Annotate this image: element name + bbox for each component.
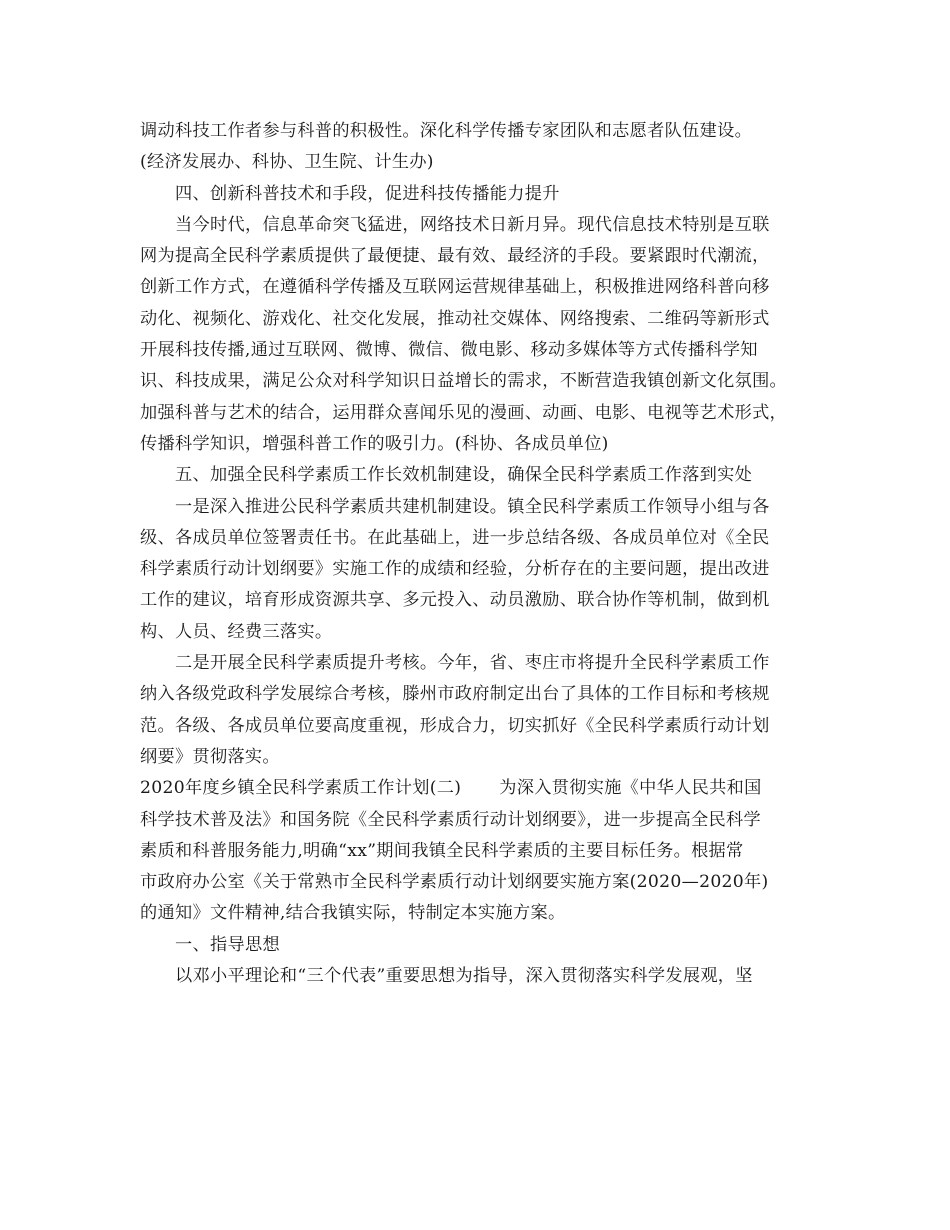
plan-title: 2020年度乡镇全民科学素质工作计划(二) (140, 778, 462, 799)
text-line: 素质和科普服务能力,明确“xx”期间我镇全民科学素质的主要目标任务。根据常 (140, 840, 744, 861)
paragraph-start: 一是深入推进公民科学素质共建机制建设。镇全民科学素质工作领导小组与各 (175, 496, 770, 517)
text-line: 纳入各级党政科学发展综合考核，滕州市政府制定出台了具体的工作目标和考核规 (140, 684, 770, 705)
text-line: 的通知》文件精神,结合我镇实际，特制定本实施方案。 (140, 903, 566, 924)
text-line: 加强科普与艺术的结合，运用群众喜闻乐见的漫画、动画、电影、电视等艺术形式， (140, 402, 788, 423)
text-line: 科学技术普及法》和国务院《全民科学素质行动计划纲要》，进一步提高全民科学 (140, 809, 761, 830)
document-body (140, 116, 816, 992)
text-line: 市政府办公室《关于常熟市全民科学素质行动计划纲要实施方案(2020—2020年) (140, 872, 769, 893)
text-line: (经济发展办、科协、卫生院、计生办) (140, 152, 434, 173)
section-heading: 四、创新科普技术和手段，促进科技传播能力提升 (175, 183, 560, 204)
text-line: 工作的建议，培育形成资源共享、多元投入、动员激励、联合协作等机制，做到机 (140, 590, 770, 611)
text-line: 调动科技工作者参与科普的积极性。深化科学传播专家团队和志愿者队伍建设。 (140, 121, 753, 141)
text-line: 创新工作方式，在遵循科学传播及互联网运营规律基础上，积极推进网络科普向移 (140, 277, 770, 298)
plan-title-line (140, 773, 816, 804)
text-line: 构、人员、经费三落实。 (140, 621, 333, 642)
text-line: 级、各成员单位签署责任书。在此基础上，进一步总结各级、各成员单位对《全民 (140, 527, 770, 548)
paragraph-start: 以邓小平理论和“三个代表”重要思想为指导，深入贯彻落实科学发展观，坚 (175, 966, 753, 987)
text-line: 网为提高全民科学素质提供了最便捷、最有效、最经济的手段。要紧跟时代潮流， (140, 246, 770, 267)
section-heading: 五、加强全民科学素质工作长效机制建设，确保全民科学素质工作落到实处 (175, 465, 753, 486)
text-line: 识、科技成果，满足公众对科学知识日益增长的需求，不断营造我镇创新文化氛围。 (140, 371, 788, 392)
text-line: 范。各级、各成员单位要高度重视，形成合力，切实抓好《全民科学素质行动计划 (140, 715, 770, 736)
section-heading: 一、指导思想 (175, 934, 280, 955)
text-line: 科学素质行动计划纲要》实施工作的成绩和经验，分析存在的主要问题，提出改进 (140, 559, 770, 580)
text-line: 纲要》贯彻落实。 (140, 746, 280, 767)
text-line: 传播科学知识，增强科普工作的吸引力。(科协、各成员单位) (140, 433, 609, 454)
text-line: 动化、视频化、游戏化、社交化发展，推动社交媒体、网络搜索、二维码等新形式 (140, 308, 770, 329)
plan-intro: 为深入贯彻实施《中华人民共和国 (499, 778, 762, 799)
paragraph-start: 当今时代，信息革命突飞猛进，网络技术日新月异。现代信息技术特别是互联 (175, 214, 770, 235)
paragraph-start: 二是开展全民科学素质提升考核。今年，省、枣庄市将提升全民科学素质工作 (175, 653, 770, 674)
text-line: 开展科技传播,通过互联网、微博、微信、微电影、移动多媒体等方式传播科学知 (140, 340, 758, 361)
